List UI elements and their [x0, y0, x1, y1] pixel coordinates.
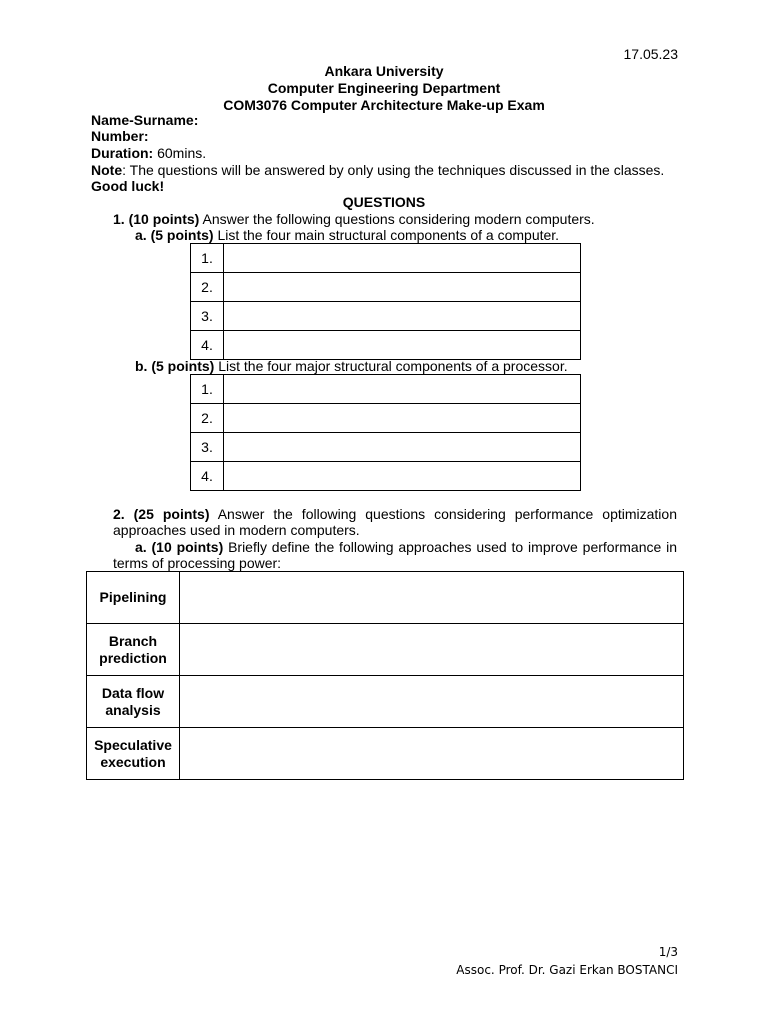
- q2-prompt: 2. (25 points) Answer the following questions considering performance optimization: [113, 506, 677, 522]
- row-number: 2.: [191, 273, 224, 302]
- q2a-prompt: a. (10 points) Briefly define the following approaches used to improve performance in: [135, 539, 677, 555]
- good-luck: Good luck!: [91, 178, 165, 194]
- questions-heading: QUESTIONS: [342, 194, 426, 210]
- department-name: Computer Engineering Department: [267, 80, 501, 96]
- q1b-prompt: b. (5 points) List the four major structural components of a processor.: [135, 358, 568, 374]
- number-label: Number:: [91, 128, 149, 144]
- q1-prompt: 1. (10 points) Answer the following questions considering modern computers.: [113, 211, 595, 227]
- answer-cell[interactable]: [224, 244, 581, 273]
- table-row: [87, 728, 684, 780]
- approach-label: Data flow analysis: [87, 676, 180, 728]
- table-row: [87, 572, 684, 624]
- row-number: 2.: [191, 404, 224, 433]
- table-row: [191, 462, 581, 491]
- q1a-answer-table: [190, 243, 581, 360]
- row-number: 1.: [191, 244, 224, 273]
- answer-cell[interactable]: [224, 273, 581, 302]
- exam-date: 17.05.23: [623, 46, 678, 62]
- row-number: 3.: [191, 433, 224, 462]
- q2-prompt-cont: approaches used in modern computers.: [113, 522, 360, 538]
- university-name: Ankara University: [324, 63, 444, 79]
- definition-cell[interactable]: [180, 624, 684, 676]
- note-line: Note: The questions will be answered by only using the techniques discussed in the classes.: [91, 162, 665, 178]
- row-number: 4.: [191, 331, 224, 360]
- row-number: 1.: [191, 375, 224, 404]
- definition-cell[interactable]: [180, 676, 684, 728]
- approach-label: Speculative execution: [87, 728, 180, 780]
- table-row: [191, 302, 581, 331]
- page-number: 1/3: [658, 945, 678, 959]
- q2a-prompt-cont: terms of processing power:: [113, 555, 282, 571]
- q2a-answer-table: [86, 571, 684, 780]
- answer-cell[interactable]: [224, 375, 581, 404]
- table-row: [191, 331, 581, 360]
- duration-line: Duration: 60mins.: [91, 145, 207, 161]
- table-row: [191, 404, 581, 433]
- table-row: [191, 375, 581, 404]
- table-row: [191, 433, 581, 462]
- answer-cell[interactable]: [224, 433, 581, 462]
- answer-cell[interactable]: [224, 331, 581, 360]
- name-surname-label: Name-Surname:: [91, 112, 199, 128]
- table-row: [87, 676, 684, 728]
- row-number: 3.: [191, 302, 224, 331]
- answer-cell[interactable]: [224, 462, 581, 491]
- definition-cell[interactable]: [180, 728, 684, 780]
- table-row: [191, 273, 581, 302]
- exam-title: COM3076 Computer Architecture Make-up Exam: [223, 97, 545, 113]
- answer-cell[interactable]: [224, 404, 581, 433]
- author: Assoc. Prof. Dr. Gazi Erkan BOSTANCI: [456, 963, 678, 977]
- definition-cell[interactable]: [180, 572, 684, 624]
- table-row: [87, 624, 684, 676]
- row-number: 4.: [191, 462, 224, 491]
- q1b-answer-table: [190, 374, 581, 491]
- approach-label: Pipelining: [87, 572, 180, 624]
- answer-cell[interactable]: [224, 302, 581, 331]
- q1a-prompt: a. (5 points) List the four main structural components of a computer.: [135, 227, 560, 243]
- table-row: [191, 244, 581, 273]
- approach-label: Branch prediction: [87, 624, 180, 676]
